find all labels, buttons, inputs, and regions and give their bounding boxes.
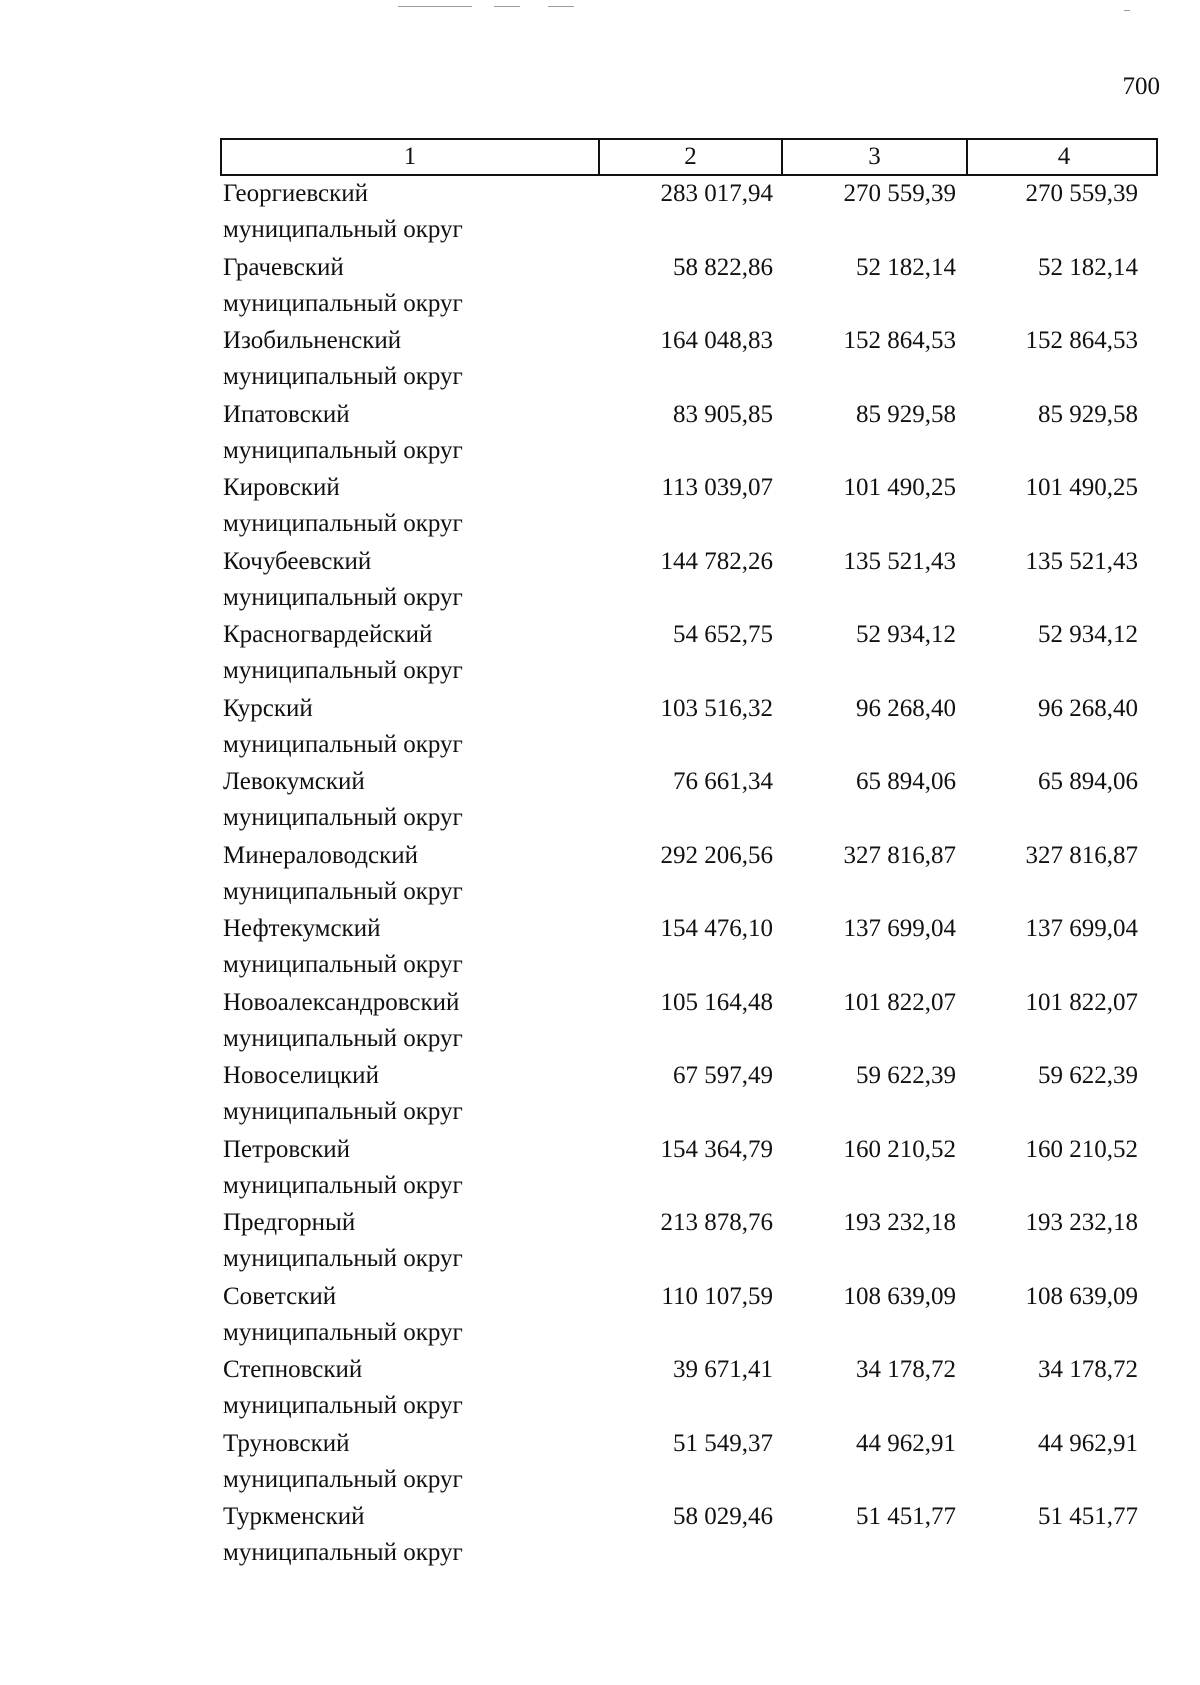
table-row [220,1426,1158,1500]
value-column-3: 137 699,04 [843,915,956,942]
value-column-4: 135 521,43 [1025,547,1138,575]
value-column-4: 152 864,53 [1025,327,1138,354]
district-name-cell [220,544,596,618]
district-type: муниципальный округ [223,804,463,831]
district-name: Степновский [223,1356,363,1383]
value-column-2: 283 017,94 [660,180,773,207]
value-column-4: 34 178,72 [1038,1356,1138,1383]
district-name: Курский [223,694,313,722]
value-column-3: 135 521,43 [843,547,956,575]
district-name-cell [220,1058,596,1132]
table-row [220,176,1158,250]
value-column-4: 108 639,09 [1025,1282,1138,1310]
district-name-cell [220,1426,596,1500]
value-column-4: 327 816,87 [1025,841,1138,869]
district-type: муниципальный округ [223,877,463,905]
page-number: 700 [1122,73,1160,100]
table-row [220,1499,1158,1573]
value-column-3: 101 490,25 [843,474,956,501]
table-row [220,470,1158,544]
district-name: Георгиевский [223,180,369,207]
district-name: Петровский [223,1135,351,1163]
district-type: муниципальный округ [223,1539,463,1566]
district-type: муниципальный округ [223,1098,463,1125]
value-column-2: 83 905,85 [673,400,773,428]
district-name-cell [220,1352,596,1426]
value-column-4: 160 210,52 [1025,1135,1138,1163]
value-column-3: 34 178,72 [856,1356,956,1383]
budget-table [220,138,1158,1573]
value-column-4: 270 559,39 [1025,180,1138,207]
district-type: муниципальный округ [223,289,463,317]
district-type: муниципальный округ [223,1465,463,1493]
table-row [220,1205,1158,1279]
district-name: Кочубеевский [223,547,372,575]
district-type: муниципальный округ [223,216,463,243]
value-column-4: 101 822,07 [1025,988,1138,1016]
value-column-2: 54 652,75 [673,621,773,648]
district-name: Изобильненский [223,327,402,354]
value-column-2: 154 364,79 [660,1135,773,1163]
district-name-cell [220,250,596,324]
value-column-2: 213 878,76 [660,1209,773,1236]
scan-artifact-line [1124,10,1130,11]
district-name: Труновский [223,1429,350,1457]
value-column-4: 193 232,18 [1025,1209,1138,1236]
value-column-4: 52 934,12 [1038,621,1138,648]
table-row [220,1279,1158,1353]
value-column-4: 101 490,25 [1025,474,1138,501]
value-column-3: 51 451,77 [856,1503,956,1530]
value-column-4: 52 182,14 [1038,253,1138,281]
value-column-2: 164 048,83 [660,327,773,354]
district-name-cell [220,911,596,985]
district-name-cell [220,617,596,691]
value-column-3: 59 622,39 [856,1062,956,1089]
value-column-3: 108 639,09 [843,1282,956,1310]
district-name: Предгорный [223,1209,356,1236]
value-column-3: 52 182,14 [856,253,956,281]
district-type: муниципальный округ [223,436,463,464]
column-header-2: 2 [598,140,781,174]
column-header-1: 1 [403,143,417,170]
table-row [220,764,1158,838]
table-row [220,617,1158,691]
value-column-3: 101 822,07 [843,988,956,1016]
district-name-cell [220,838,596,912]
value-column-4: 96 268,40 [1038,694,1138,722]
value-column-3: 65 894,06 [856,768,956,795]
value-column-3: 52 934,12 [856,621,956,648]
district-name: Новоалександровский [223,988,460,1016]
value-column-2: 103 516,32 [660,694,773,722]
district-type: муниципальный округ [223,583,463,611]
district-type: муниципальный округ [223,657,463,684]
table-row [220,838,1158,912]
table-body [220,176,1158,1573]
district-type: муниципальный округ [223,1171,463,1199]
scan-artifact-line [494,6,520,7]
value-column-4: 85 929,58 [1038,400,1138,428]
district-name-cell [220,691,596,765]
district-type: муниципальный округ [223,1318,463,1346]
district-name-cell [220,1205,596,1279]
table-row [220,544,1158,618]
table-row [220,691,1158,765]
district-name: Советский [223,1282,337,1310]
value-column-4: 137 699,04 [1025,915,1138,942]
district-type: муниципальный округ [223,510,463,537]
district-name: Туркменский [223,1503,365,1530]
value-column-3: 160 210,52 [843,1135,956,1163]
district-type: муниципальный округ [223,363,463,390]
table-row [220,250,1158,324]
district-name-cell [220,1132,596,1206]
scan-artifact-line [398,6,472,7]
value-column-3: 152 864,53 [843,327,956,354]
value-column-2: 76 661,34 [673,768,773,795]
value-column-2: 113 039,07 [661,474,773,501]
value-column-2: 292 206,56 [660,841,773,869]
table-header-row [220,138,1158,176]
table-row [220,397,1158,471]
value-column-2: 67 597,49 [673,1062,773,1089]
value-column-3: 96 268,40 [856,694,956,722]
district-name-cell [220,1279,596,1353]
district-name-cell [220,470,596,544]
district-name: Минераловодский [223,841,419,869]
value-column-4: 44 962,91 [1038,1429,1138,1457]
table-row [220,1058,1158,1132]
district-name: Левокумский [223,768,365,795]
value-column-2: 110 107,59 [661,1282,773,1310]
district-name-cell [220,764,596,838]
value-column-2: 105 164,48 [660,988,773,1016]
district-name-cell [220,985,596,1059]
value-column-3: 270 559,39 [843,180,956,207]
district-name: Красногвардейский [223,621,433,648]
value-column-2: 154 476,10 [660,915,773,942]
value-column-3: 44 962,91 [856,1429,956,1457]
district-name-cell [220,1499,596,1573]
district-type: муниципальный округ [223,730,463,758]
value-column-2: 58 029,46 [673,1503,773,1530]
table-row [220,1132,1158,1206]
table-row [220,323,1158,397]
district-name-cell [220,397,596,471]
district-type: муниципальный округ [223,951,463,978]
district-name: Нефтекумский [223,915,381,942]
column-header-3: 3 [781,140,966,174]
value-column-4: 59 622,39 [1038,1062,1138,1089]
value-column-3: 85 929,58 [856,400,956,428]
value-column-3: 327 816,87 [843,841,956,869]
value-column-2: 51 549,37 [673,1429,773,1457]
district-name: Новоселицкий [223,1062,379,1089]
district-type: муниципальный округ [223,1024,463,1052]
district-name: Грачевский [223,253,344,281]
district-name-cell [220,176,596,250]
scan-artifact-line [548,6,574,7]
district-type: муниципальный округ [223,1392,463,1419]
column-header-4: 4 [966,140,1160,174]
value-column-4: 51 451,77 [1038,1503,1138,1530]
value-column-4: 65 894,06 [1038,768,1138,795]
value-column-2: 144 782,26 [660,547,773,575]
district-name: Ипатовский [223,400,350,428]
value-column-2: 58 822,86 [673,253,773,281]
district-name: Кировский [223,474,340,501]
table-row [220,1352,1158,1426]
table-row [220,911,1158,985]
district-type: муниципальный округ [223,1245,463,1272]
value-column-3: 193 232,18 [843,1209,956,1236]
value-column-2: 39 671,41 [673,1356,773,1383]
table-row [220,985,1158,1059]
district-name-cell [220,323,596,397]
